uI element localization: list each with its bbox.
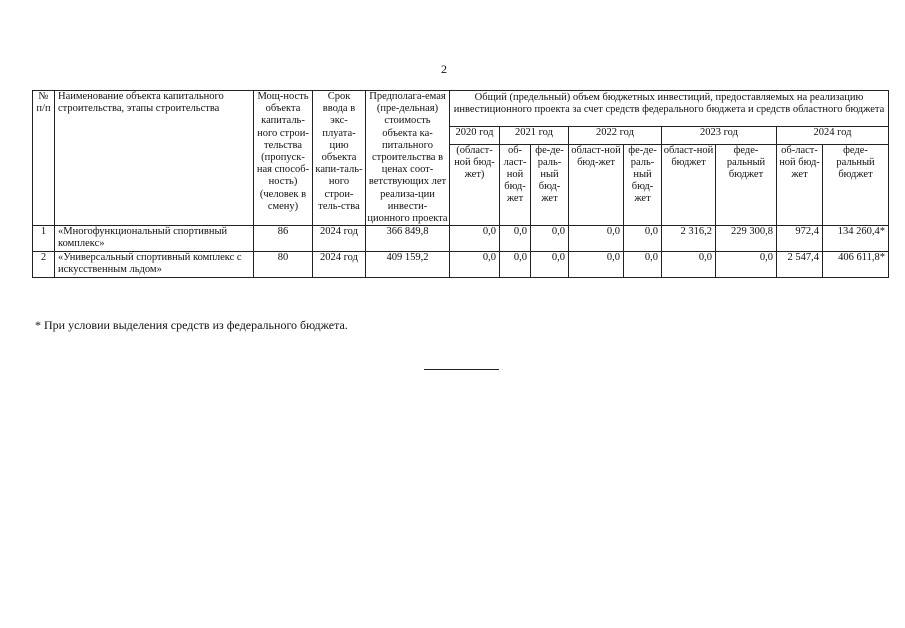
header-year-2023: 2023 год <box>662 127 777 144</box>
header-year-2022: 2022 год <box>569 127 662 144</box>
row-2021-federal: 0,0 <box>531 226 569 252</box>
investment-table <box>32 90 889 278</box>
end-divider <box>424 369 499 370</box>
row-cost: 366 849,8 <box>366 226 450 252</box>
row-2022-regional: 0,0 <box>569 226 624 252</box>
row-2023-regional: 0,0 <box>662 252 716 278</box>
row-capacity: 86 <box>254 226 313 252</box>
header-2022-regional: област-ной бюд-жет <box>569 144 624 226</box>
header-2021-regional: об-ласт-ной бюд-жет <box>500 144 531 226</box>
header-2024-federal: феде-ральный бюджет <box>823 144 889 226</box>
row-cost: 409 159,2 <box>366 252 450 278</box>
row-2024-regional: 2 547,4 <box>777 252 823 278</box>
row-2022-regional: 0,0 <box>569 252 624 278</box>
header-2020-regional: (област-ной бюд-жет) <box>450 144 500 226</box>
row-term: 2024 год <box>313 226 366 252</box>
row-num: 1 <box>33 226 55 252</box>
row-2023-regional: 2 316,2 <box>662 226 716 252</box>
table-row <box>33 252 889 278</box>
header-capacity: Мощ-ность объекта капиталь-ного строи-тельства (пропуск-ная способ-ность) (человек в смену) <box>254 91 313 226</box>
row-2022-federal: 0,0 <box>624 252 662 278</box>
page-number: 2 <box>441 62 447 76</box>
row-2023-federal: 0,0 <box>716 252 777 278</box>
row-2023-federal: 229 300,8 <box>716 226 777 252</box>
header-2023-regional: област-ной бюджет <box>662 144 716 226</box>
row-num: 2 <box>33 252 55 278</box>
row-name: «Универсальный спортивный комплекс с искусственным льдом» <box>55 252 254 278</box>
row-2021-federal: 0,0 <box>531 252 569 278</box>
header-year-2021: 2021 год <box>500 127 569 144</box>
header-2024-regional: об-ласт-ной бюд-жет <box>777 144 823 226</box>
row-2024-federal: 134 260,4* <box>823 226 889 252</box>
header-investments: Общий (предельный) объем бюджетных инвестиций, предоставляемых на реализацию инвестиционного проекта за счет средств федерального бюджета и средств областного бюджета <box>450 91 889 127</box>
header-term: Срок ввода в экс-плуата-цию объекта капи-таль-ного строи-тель-ства <box>313 91 366 226</box>
header-num: № п/п <box>33 91 55 226</box>
row-2021-regional: 0,0 <box>500 226 531 252</box>
header-year-2024: 2024 год <box>777 127 889 144</box>
header-2021-federal: фе-де-раль-ный бюд-жет <box>531 144 569 226</box>
header-2022-federal: фе-де-раль-ный бюд-жет <box>624 144 662 226</box>
table-row <box>33 226 889 252</box>
row-2021-regional: 0,0 <box>500 252 531 278</box>
header-2023-federal: феде-ральный бюджет <box>716 144 777 226</box>
row-2022-federal: 0,0 <box>624 226 662 252</box>
row-term: 2024 год <box>313 252 366 278</box>
row-capacity: 80 <box>254 252 313 278</box>
header-cost: Предполага-емая (пре-дельная) стоимость объекта ка-питального строительства в ценах соот-ветствующих лет реализа-ции инвести-ционного проекта <box>367 91 448 225</box>
header-year-2020: 2020 год <box>450 127 500 144</box>
footnote: * При условии выделения средств из федерального бюджета. <box>35 318 348 332</box>
row-2024-regional: 972,4 <box>777 226 823 252</box>
row-2024-federal: 406 611,8* <box>823 252 889 278</box>
row-2020-regional: 0,0 <box>450 252 500 278</box>
row-name: «Многофункциональный спортивный комплекс» <box>55 226 254 252</box>
header-name: Наименование объекта капитального строительства, этапы строительства <box>55 91 254 226</box>
row-2020-regional: 0,0 <box>450 226 500 252</box>
